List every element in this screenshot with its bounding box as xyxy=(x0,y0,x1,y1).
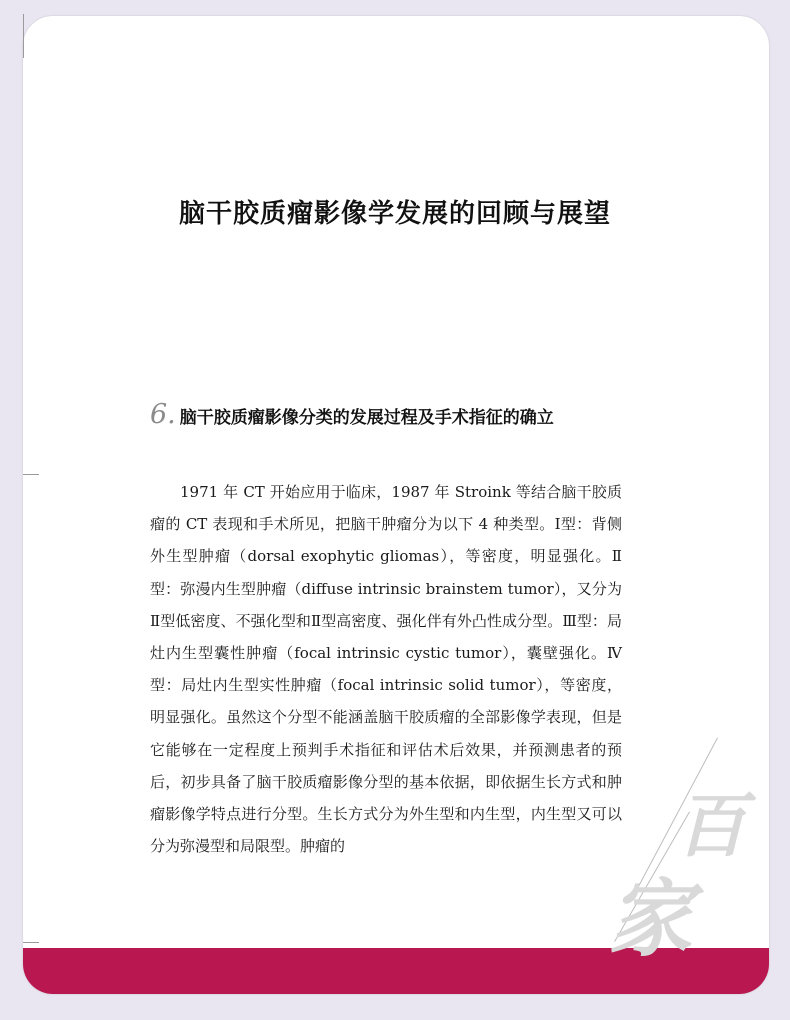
crop-mark-top-left xyxy=(23,14,24,58)
section-title: 脑干胶质瘤影像分类的发展过程及手术指征的确立 xyxy=(179,408,554,428)
watermark-char: 家 xyxy=(608,869,693,968)
crop-mark-mid-left xyxy=(23,474,39,475)
crop-mark-bottom-left xyxy=(23,942,39,943)
watermark-char: 百 xyxy=(676,784,746,867)
section-heading xyxy=(150,400,640,433)
body-paragraph: 1971 年 CT 开始应用于临床，1987 年 Stroink 等结合脑干胶质瘤的 CT 表现和手术所见，把脑干肿瘤分为以下 4 种类型。Ⅰ型：背侧外生型肿瘤（dorsal exophytic gliomas），等密度，明显强化。Ⅱ型：弥漫内生型肿瘤（diffuse intrinsic brainstem tumor），又分为Ⅱ型低密度、不强化型和Ⅱ型高密度、强化伴有外凸性成分型。Ⅲ型：局灶内生型囊性肿瘤（focal intrinsic cystic tumor），囊壁强化。Ⅳ型：局灶内生型实性肿瘤（focal intrinsic solid tumor），等密度，明显强化。虽然这个分型不能涵盖脑干胶质瘤的全部影像学表现，但是它能够在一定程度上预判手术指征和评估术后效果，并预测患者的预后，初步具备了脑干胶质瘤影像分型的基本依据，即依据生长方式和肿瘤影像学特点进行分型。生长方式分为外生型和内生型，内生型又可以分为弥漫型和局限型。肿瘤的 xyxy=(150,483,622,856)
section-number: 6. xyxy=(150,399,176,430)
chapter-title: 脑干胶质瘤影像学发展的回顾与展望 xyxy=(178,199,611,229)
